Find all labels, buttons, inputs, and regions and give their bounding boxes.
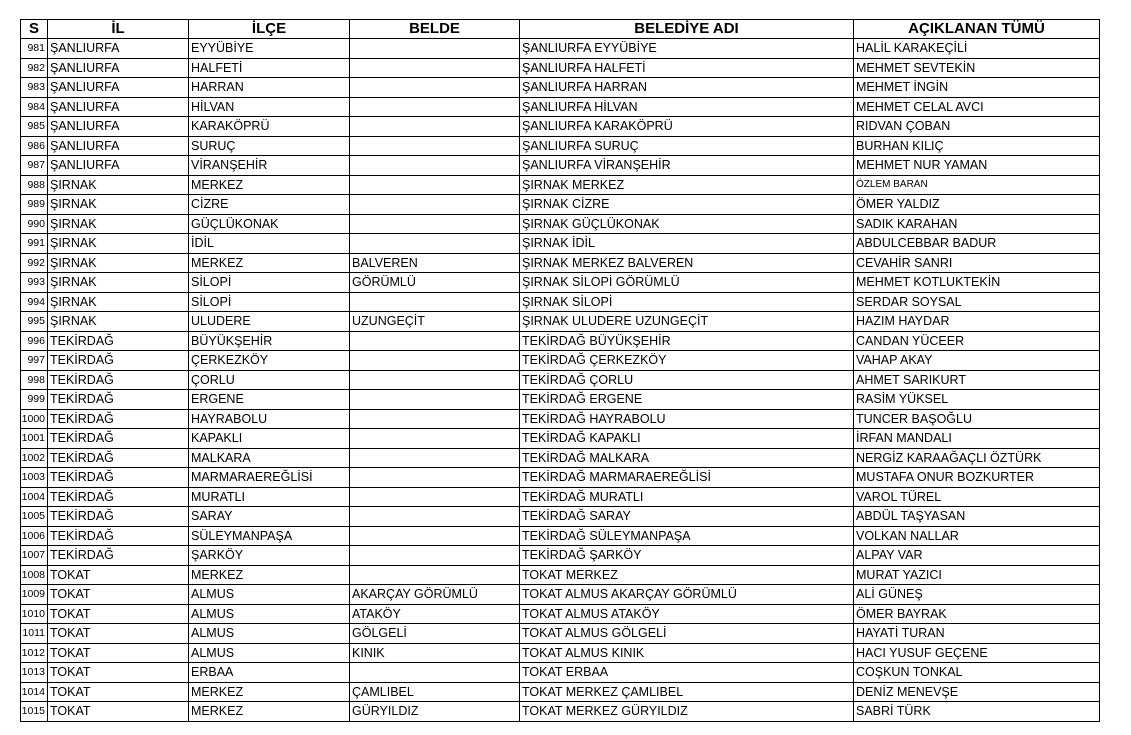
cell-ilce: ALMUS: [189, 585, 350, 605]
table-row: [21, 58, 1100, 78]
cell-belediye-adi: ŞANLIURFA HARRAN: [520, 78, 854, 98]
cell-s: 982: [21, 58, 48, 78]
cell-belde: [350, 39, 520, 59]
cell-belediye-adi: TEKİRDAĞ MURATLI: [520, 487, 854, 507]
cell-s: 1001: [21, 429, 48, 449]
cell-aciklanan: DENİZ MENEVŞE: [854, 682, 1100, 702]
table-row: [21, 370, 1100, 390]
cell-aciklanan: SADIK KARAHAN: [854, 214, 1100, 234]
table-row: [21, 136, 1100, 156]
cell-aciklanan: MUSTAFA ONUR BOZKURTER: [854, 468, 1100, 488]
cell-belediye-adi: TEKİRDAĞ ERGENE: [520, 390, 854, 410]
cell-il: TEKİRDAĞ: [48, 487, 189, 507]
table-row: [21, 663, 1100, 683]
cell-s: 1007: [21, 546, 48, 566]
cell-belediye-adi: TOKAT ERBAA: [520, 663, 854, 683]
cell-il: TOKAT: [48, 624, 189, 644]
cell-belediye-adi: ŞIRNAK MERKEZ: [520, 175, 854, 195]
cell-belediye-adi: ŞIRNAK GÜÇLÜKONAK: [520, 214, 854, 234]
cell-belde: GÖRÜMLÜ: [350, 273, 520, 293]
cell-s: 991: [21, 234, 48, 254]
cell-aciklanan: VAROL TÜREL: [854, 487, 1100, 507]
cell-aciklanan: ABDÜL TAŞYASAN: [854, 507, 1100, 527]
cell-s: 1015: [21, 702, 48, 722]
cell-ilce: GÜÇLÜKONAK: [189, 214, 350, 234]
table-row: [21, 351, 1100, 371]
cell-ilce: MURATLI: [189, 487, 350, 507]
cell-belediye-adi: TEKİRDAĞ MARMARAEREĞLİSİ: [520, 468, 854, 488]
cell-ilce: ALMUS: [189, 643, 350, 663]
table-row: [21, 604, 1100, 624]
cell-ilce: SÜLEYMANPAŞA: [189, 526, 350, 546]
cell-belediye-adi: TOKAT MERKEZ: [520, 565, 854, 585]
cell-aciklanan: ALİ GÜNEŞ: [854, 585, 1100, 605]
cell-ilce: MERKEZ: [189, 682, 350, 702]
cell-il: TEKİRDAĞ: [48, 409, 189, 429]
cell-belediye-adi: ŞIRNAK İDİL: [520, 234, 854, 254]
cell-belediye-adi: ŞANLIURFA KARAKÖPRÜ: [520, 117, 854, 137]
cell-aciklanan: RIDVAN ÇOBAN: [854, 117, 1100, 137]
table-row: [21, 565, 1100, 585]
cell-belde: [350, 175, 520, 195]
cell-ilce: SURUÇ: [189, 136, 350, 156]
cell-belde: ÇAMLIBEL: [350, 682, 520, 702]
cell-belde: [350, 292, 520, 312]
header-s: S: [21, 20, 48, 39]
cell-il: ŞANLIURFA: [48, 58, 189, 78]
cell-aciklanan: ABDULCEBBAR BADUR: [854, 234, 1100, 254]
table-row: [21, 585, 1100, 605]
table-row: [21, 214, 1100, 234]
table-row: [21, 448, 1100, 468]
cell-s: 1006: [21, 526, 48, 546]
cell-s: 1012: [21, 643, 48, 663]
cell-belediye-adi: TOKAT MERKEZ ÇAMLIBEL: [520, 682, 854, 702]
cell-belde: [350, 97, 520, 117]
cell-il: ŞANLIURFA: [48, 136, 189, 156]
table-row: [21, 507, 1100, 527]
table-row: [21, 487, 1100, 507]
results-table: [20, 19, 1100, 722]
cell-ilce: MALKARA: [189, 448, 350, 468]
cell-aciklanan: ÖMER BAYRAK: [854, 604, 1100, 624]
cell-belediye-adi: TEKİRDAĞ MALKARA: [520, 448, 854, 468]
cell-aciklanan: CANDAN YÜCEER: [854, 331, 1100, 351]
cell-il: TOKAT: [48, 565, 189, 585]
cell-belediye-adi: TEKİRDAĞ SARAY: [520, 507, 854, 527]
cell-il: TOKAT: [48, 585, 189, 605]
cell-s: 997: [21, 351, 48, 371]
table-row: [21, 682, 1100, 702]
cell-s: 1005: [21, 507, 48, 527]
header-aciklanan: AÇIKLANAN TÜMÜ: [854, 20, 1100, 39]
cell-belediye-adi: TEKİRDAĞ HAYRABOLU: [520, 409, 854, 429]
table-header-row: [21, 20, 1100, 39]
cell-belde: KINIK: [350, 643, 520, 663]
cell-il: TEKİRDAĞ: [48, 351, 189, 371]
cell-il: ŞIRNAK: [48, 312, 189, 332]
cell-belde: [350, 526, 520, 546]
table-row: [21, 526, 1100, 546]
cell-belediye-adi: TOKAT ALMUS KINIK: [520, 643, 854, 663]
cell-aciklanan: AHMET SARIKURT: [854, 370, 1100, 390]
cell-s: 995: [21, 312, 48, 332]
cell-aciklanan: ÖMER YALDIZ: [854, 195, 1100, 215]
cell-s: 988: [21, 175, 48, 195]
cell-aciklanan: SERDAR SOYSAL: [854, 292, 1100, 312]
cell-aciklanan: HACI YUSUF GEÇENE: [854, 643, 1100, 663]
cell-ilce: ULUDERE: [189, 312, 350, 332]
table-row: [21, 39, 1100, 59]
header-belde: BELDE: [350, 20, 520, 39]
cell-aciklanan: ALPAY VAR: [854, 546, 1100, 566]
cell-belediye-adi: TOKAT ALMUS AKARÇAY GÖRÜMLÜ: [520, 585, 854, 605]
cell-ilce: İDİL: [189, 234, 350, 254]
cell-s: 1009: [21, 585, 48, 605]
cell-s: 986: [21, 136, 48, 156]
cell-ilce: ÇORLU: [189, 370, 350, 390]
cell-belde: [350, 565, 520, 585]
cell-belde: AKARÇAY GÖRÜMLÜ: [350, 585, 520, 605]
table-body: [21, 39, 1100, 722]
cell-belediye-adi: TOKAT ALMUS ATAKÖY: [520, 604, 854, 624]
cell-ilce: VİRANŞEHİR: [189, 156, 350, 176]
cell-il: ŞANLIURFA: [48, 156, 189, 176]
cell-ilce: MARMARAEREĞLİSİ: [189, 468, 350, 488]
cell-belediye-adi: TEKİRDAĞ ŞARKÖY: [520, 546, 854, 566]
cell-aciklanan: MEHMET İNGİN: [854, 78, 1100, 98]
cell-aciklanan: HAZIM HAYDAR: [854, 312, 1100, 332]
cell-s: 1013: [21, 663, 48, 683]
cell-aciklanan: VAHAP AKAY: [854, 351, 1100, 371]
cell-aciklanan: MURAT YAZICI: [854, 565, 1100, 585]
cell-il: TOKAT: [48, 604, 189, 624]
cell-ilce: ERGENE: [189, 390, 350, 410]
cell-aciklanan: MEHMET NUR YAMAN: [854, 156, 1100, 176]
cell-il: TOKAT: [48, 643, 189, 663]
cell-il: TOKAT: [48, 663, 189, 683]
table-row: [21, 390, 1100, 410]
cell-ilce: ÇERKEZKÖY: [189, 351, 350, 371]
table-row: [21, 117, 1100, 137]
table-row: [21, 468, 1100, 488]
cell-s: 1014: [21, 682, 48, 702]
table-row: [21, 624, 1100, 644]
table-row: [21, 643, 1100, 663]
cell-ilce: ŞARKÖY: [189, 546, 350, 566]
cell-s: 1000: [21, 409, 48, 429]
cell-s: 983: [21, 78, 48, 98]
cell-belde: [350, 487, 520, 507]
cell-belde: [350, 351, 520, 371]
cell-ilce: MERKEZ: [189, 702, 350, 722]
cell-belde: [350, 409, 520, 429]
cell-aciklanan: MEHMET SEVTEKİN: [854, 58, 1100, 78]
cell-belde: [350, 390, 520, 410]
cell-belediye-adi: TOKAT MERKEZ GÜRYILDIZ: [520, 702, 854, 722]
cell-aciklanan: MEHMET KOTLUKTEKİN: [854, 273, 1100, 293]
cell-il: ŞIRNAK: [48, 253, 189, 273]
cell-ilce: ERBAA: [189, 663, 350, 683]
cell-belde: GÖLGELİ: [350, 624, 520, 644]
cell-ilce: MERKEZ: [189, 175, 350, 195]
cell-belediye-adi: ŞIRNAK MERKEZ BALVEREN: [520, 253, 854, 273]
cell-belediye-adi: ŞIRNAK SİLOPİ GÖRÜMLÜ: [520, 273, 854, 293]
header-il: İL: [48, 20, 189, 39]
cell-ilce: KAPAKLI: [189, 429, 350, 449]
table-row: [21, 429, 1100, 449]
cell-belde: [350, 234, 520, 254]
cell-belediye-adi: TEKİRDAĞ KAPAKLI: [520, 429, 854, 449]
cell-il: TEKİRDAĞ: [48, 507, 189, 527]
cell-s: 994: [21, 292, 48, 312]
cell-aciklanan: İRFAN MANDALI: [854, 429, 1100, 449]
cell-belediye-adi: ŞIRNAK CİZRE: [520, 195, 854, 215]
cell-il: ŞIRNAK: [48, 234, 189, 254]
cell-ilce: HAYRABOLU: [189, 409, 350, 429]
cell-s: 999: [21, 390, 48, 410]
cell-aciklanan: ÖZLEM BARAN: [854, 175, 1100, 195]
cell-belediye-adi: ŞIRNAK ULUDERE UZUNGEÇİT: [520, 312, 854, 332]
table-row: [21, 234, 1100, 254]
cell-belde: [350, 117, 520, 137]
cell-ilce: BÜYÜKŞEHİR: [189, 331, 350, 351]
table-row: [21, 78, 1100, 98]
cell-aciklanan: BURHAN KILIÇ: [854, 136, 1100, 156]
cell-il: TOKAT: [48, 682, 189, 702]
cell-ilce: HİLVAN: [189, 97, 350, 117]
table-row: [21, 331, 1100, 351]
cell-s: 987: [21, 156, 48, 176]
cell-belde: [350, 136, 520, 156]
cell-aciklanan: HAYATİ TURAN: [854, 624, 1100, 644]
cell-aciklanan: TUNCER BAŞOĞLU: [854, 409, 1100, 429]
cell-ilce: KARAKÖPRÜ: [189, 117, 350, 137]
table-row: [21, 546, 1100, 566]
cell-aciklanan: MEHMET CELAL AVCI: [854, 97, 1100, 117]
cell-aciklanan: SABRİ TÜRK: [854, 702, 1100, 722]
cell-belediye-adi: ŞANLIURFA SURUÇ: [520, 136, 854, 156]
cell-s: 1003: [21, 468, 48, 488]
cell-aciklanan: VOLKAN NALLAR: [854, 526, 1100, 546]
cell-aciklanan: RASİM YÜKSEL: [854, 390, 1100, 410]
cell-il: TOKAT: [48, 702, 189, 722]
cell-s: 993: [21, 273, 48, 293]
cell-aciklanan: COŞKUN TONKAL: [854, 663, 1100, 683]
table-row: [21, 175, 1100, 195]
results-table-container: [20, 19, 1100, 722]
cell-belediye-adi: TEKİRDAĞ SÜLEYMANPAŞA: [520, 526, 854, 546]
cell-belediye-adi: TEKİRDAĞ ÇERKEZKÖY: [520, 351, 854, 371]
cell-il: ŞIRNAK: [48, 195, 189, 215]
header-belediye-adi: BELEDİYE ADI: [520, 20, 854, 39]
cell-il: TEKİRDAĞ: [48, 390, 189, 410]
cell-belde: [350, 507, 520, 527]
cell-s: 989: [21, 195, 48, 215]
cell-il: TEKİRDAĞ: [48, 546, 189, 566]
cell-belediye-adi: TEKİRDAĞ BÜYÜKŞEHİR: [520, 331, 854, 351]
cell-belde: [350, 429, 520, 449]
cell-il: TEKİRDAĞ: [48, 331, 189, 351]
cell-belde: [350, 214, 520, 234]
cell-ilce: MERKEZ: [189, 253, 350, 273]
table-row: [21, 702, 1100, 722]
cell-il: TEKİRDAĞ: [48, 526, 189, 546]
cell-il: ŞIRNAK: [48, 292, 189, 312]
cell-aciklanan: HALİL KARAKEÇİLİ: [854, 39, 1100, 59]
cell-aciklanan: NERGİZ KARAAĞAÇLI ÖZTÜRK: [854, 448, 1100, 468]
cell-s: 1004: [21, 487, 48, 507]
cell-il: TEKİRDAĞ: [48, 429, 189, 449]
table-row: [21, 156, 1100, 176]
cell-belediye-adi: ŞIRNAK SİLOPİ: [520, 292, 854, 312]
cell-belediye-adi: ŞANLIURFA VİRANŞEHİR: [520, 156, 854, 176]
cell-belde: [350, 663, 520, 683]
cell-ilce: SİLOPİ: [189, 273, 350, 293]
header-ilce: İLÇE: [189, 20, 350, 39]
table-row: [21, 97, 1100, 117]
cell-s: 992: [21, 253, 48, 273]
cell-il: ŞANLIURFA: [48, 78, 189, 98]
cell-s: 981: [21, 39, 48, 59]
cell-ilce: ALMUS: [189, 624, 350, 644]
cell-ilce: ALMUS: [189, 604, 350, 624]
cell-belde: [350, 331, 520, 351]
cell-aciklanan: CEVAHİR SANRI: [854, 253, 1100, 273]
cell-belde: [350, 195, 520, 215]
cell-belediye-adi: ŞANLIURFA HİLVAN: [520, 97, 854, 117]
cell-s: 1008: [21, 565, 48, 585]
cell-belde: [350, 156, 520, 176]
table-row: [21, 312, 1100, 332]
table-row: [21, 409, 1100, 429]
cell-s: 984: [21, 97, 48, 117]
cell-s: 1011: [21, 624, 48, 644]
cell-ilce: CİZRE: [189, 195, 350, 215]
cell-belde: ATAKÖY: [350, 604, 520, 624]
cell-ilce: SİLOPİ: [189, 292, 350, 312]
cell-belediye-adi: ŞANLIURFA EYYÜBİYE: [520, 39, 854, 59]
cell-ilce: HARRAN: [189, 78, 350, 98]
cell-belediye-adi: ŞANLIURFA HALFETİ: [520, 58, 854, 78]
cell-s: 1002: [21, 448, 48, 468]
cell-belediye-adi: TOKAT ALMUS GÖLGELİ: [520, 624, 854, 644]
cell-s: 996: [21, 331, 48, 351]
cell-il: ŞANLIURFA: [48, 97, 189, 117]
cell-il: ŞANLIURFA: [48, 39, 189, 59]
cell-belde: UZUNGEÇİT: [350, 312, 520, 332]
cell-il: ŞANLIURFA: [48, 117, 189, 137]
cell-belde: [350, 78, 520, 98]
cell-belediye-adi: TEKİRDAĞ ÇORLU: [520, 370, 854, 390]
cell-il: ŞIRNAK: [48, 273, 189, 293]
cell-belde: GÜRYILDIZ: [350, 702, 520, 722]
cell-il: TEKİRDAĞ: [48, 468, 189, 488]
cell-belde: [350, 546, 520, 566]
cell-il: TEKİRDAĞ: [48, 370, 189, 390]
cell-ilce: SARAY: [189, 507, 350, 527]
cell-ilce: HALFETİ: [189, 58, 350, 78]
cell-ilce: EYYÜBİYE: [189, 39, 350, 59]
cell-il: ŞIRNAK: [48, 214, 189, 234]
cell-belde: [350, 448, 520, 468]
cell-ilce: MERKEZ: [189, 565, 350, 585]
cell-belde: [350, 370, 520, 390]
table-row: [21, 273, 1100, 293]
cell-il: TEKİRDAĞ: [48, 448, 189, 468]
cell-il: ŞIRNAK: [48, 175, 189, 195]
cell-s: 998: [21, 370, 48, 390]
cell-s: 990: [21, 214, 48, 234]
table-row: [21, 253, 1100, 273]
cell-belde: [350, 58, 520, 78]
table-row: [21, 292, 1100, 312]
cell-s: 985: [21, 117, 48, 137]
table-row: [21, 195, 1100, 215]
cell-belde: [350, 468, 520, 488]
cell-belde: BALVEREN: [350, 253, 520, 273]
cell-s: 1010: [21, 604, 48, 624]
